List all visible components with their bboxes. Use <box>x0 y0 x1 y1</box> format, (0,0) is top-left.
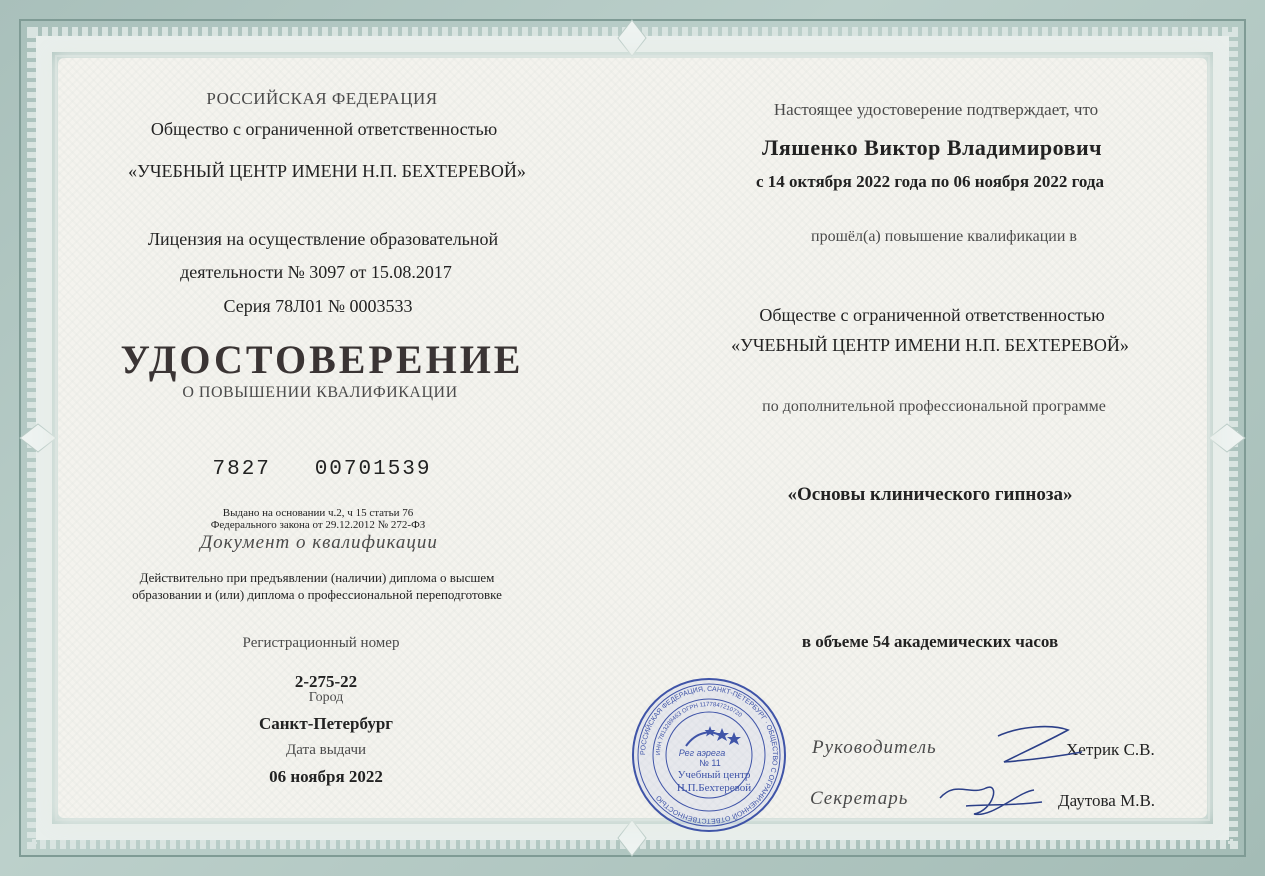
country-heading: РОССИЙСКАЯ ФЕДЕРАЦИЯ <box>206 89 438 108</box>
registration-number: 2-275-22 <box>294 672 358 691</box>
program-name: «Основы клинического гипноза» <box>787 484 1073 505</box>
holder-name: Ляшенко Виктор Владимирович <box>761 135 1103 160</box>
issue-date-value: 06 ноября 2022 <box>269 767 383 786</box>
city-label: Город <box>308 690 344 705</box>
document-title: УДОСТОВЕРЕНИЕ <box>120 337 524 382</box>
training-period: с 14 октября 2022 года по 06 ноября 2022 года <box>756 172 1104 191</box>
secretary-label: Секретарь <box>810 788 909 809</box>
program-intro: по дополнительной профессиональной программе <box>762 398 1106 415</box>
document-kind: Документ о квалификации <box>200 532 438 553</box>
city-value: Санкт-Петербург <box>258 714 394 733</box>
secretary-name: Даутова М.В. <box>1058 791 1156 810</box>
org-name-right: «УЧЕБНЫЙ ЦЕНТР ИМЕНИ Н.П. БЕХТЕРЕВОЙ» <box>731 335 1129 355</box>
org-name-left: «УЧЕБНЫЙ ЦЕНТР ИМЕНИ Н.П. БЕХТЕРЕВОЙ» <box>128 161 526 181</box>
document-subtitle: О ПОВЫШЕНИИ КВАЛИФИКАЦИИ <box>182 384 458 401</box>
completed-text: прошёл(а) повышение квалификации в <box>811 228 1077 245</box>
stamp-center-line-2: № 11 <box>699 758 721 768</box>
stamp-center-line-1: Рег аэрега <box>678 748 726 758</box>
validity-line-1: Действительно при предъявлении (наличии) диплома о высшем <box>139 570 495 585</box>
registration-label: Регистрационный номер <box>242 635 400 651</box>
org-type-left: Общество с ограниченной ответственностью <box>150 119 498 139</box>
license-line-1: Лицензия на осуществление образовательной <box>147 229 499 249</box>
license-series: Серия 78Л01 № 0003533 <box>223 296 413 316</box>
organization-stamp <box>630 676 788 834</box>
stamp-inner-text: ИНН 7813289463 ОГРН 1177847210720 <box>655 701 743 756</box>
stamp-center-line-3: Учебный центр <box>677 769 751 781</box>
secretary-signature <box>930 768 1050 828</box>
issue-date-label: Дата выдачи <box>285 742 367 758</box>
confirmation-text: Настоящее удостоверение подтверждает, что <box>773 100 1099 119</box>
head-label: Руководитель <box>812 737 937 758</box>
basis-line-1: Выдано на основании ч.2, ч 15 статьи 76 <box>222 507 414 519</box>
license-line-2: деятельности № 3097 от 15.08.2017 <box>180 262 452 282</box>
head-signature <box>990 722 1090 772</box>
stamp-center-line-4: Н.П.Бехтеревой <box>676 782 752 794</box>
document-number: 7827 00701539 <box>212 458 432 481</box>
basis-line-2: Федерального закона от 29.12.2012 № 272-ФЗ <box>210 519 426 531</box>
validity-line-2: образовании и (или) диплома о профессиональной переподготовке <box>132 587 502 602</box>
stamp-outer-text: РОССИЙСКАЯ ФЕДЕРАЦИЯ, САНКТ-ПЕТЕРБУРГ · ОБЩЕСТВО С ОГРАНИЧЕННОЙ ОТВЕТСТВЕННОСТЬЮ <box>639 685 779 825</box>
head-name: Хетрик С.В. <box>1066 740 1155 759</box>
org-type-right: Обществе с ограниченной ответственностью <box>759 305 1105 325</box>
study-hours: в объеме 54 академических часов <box>801 632 1059 651</box>
